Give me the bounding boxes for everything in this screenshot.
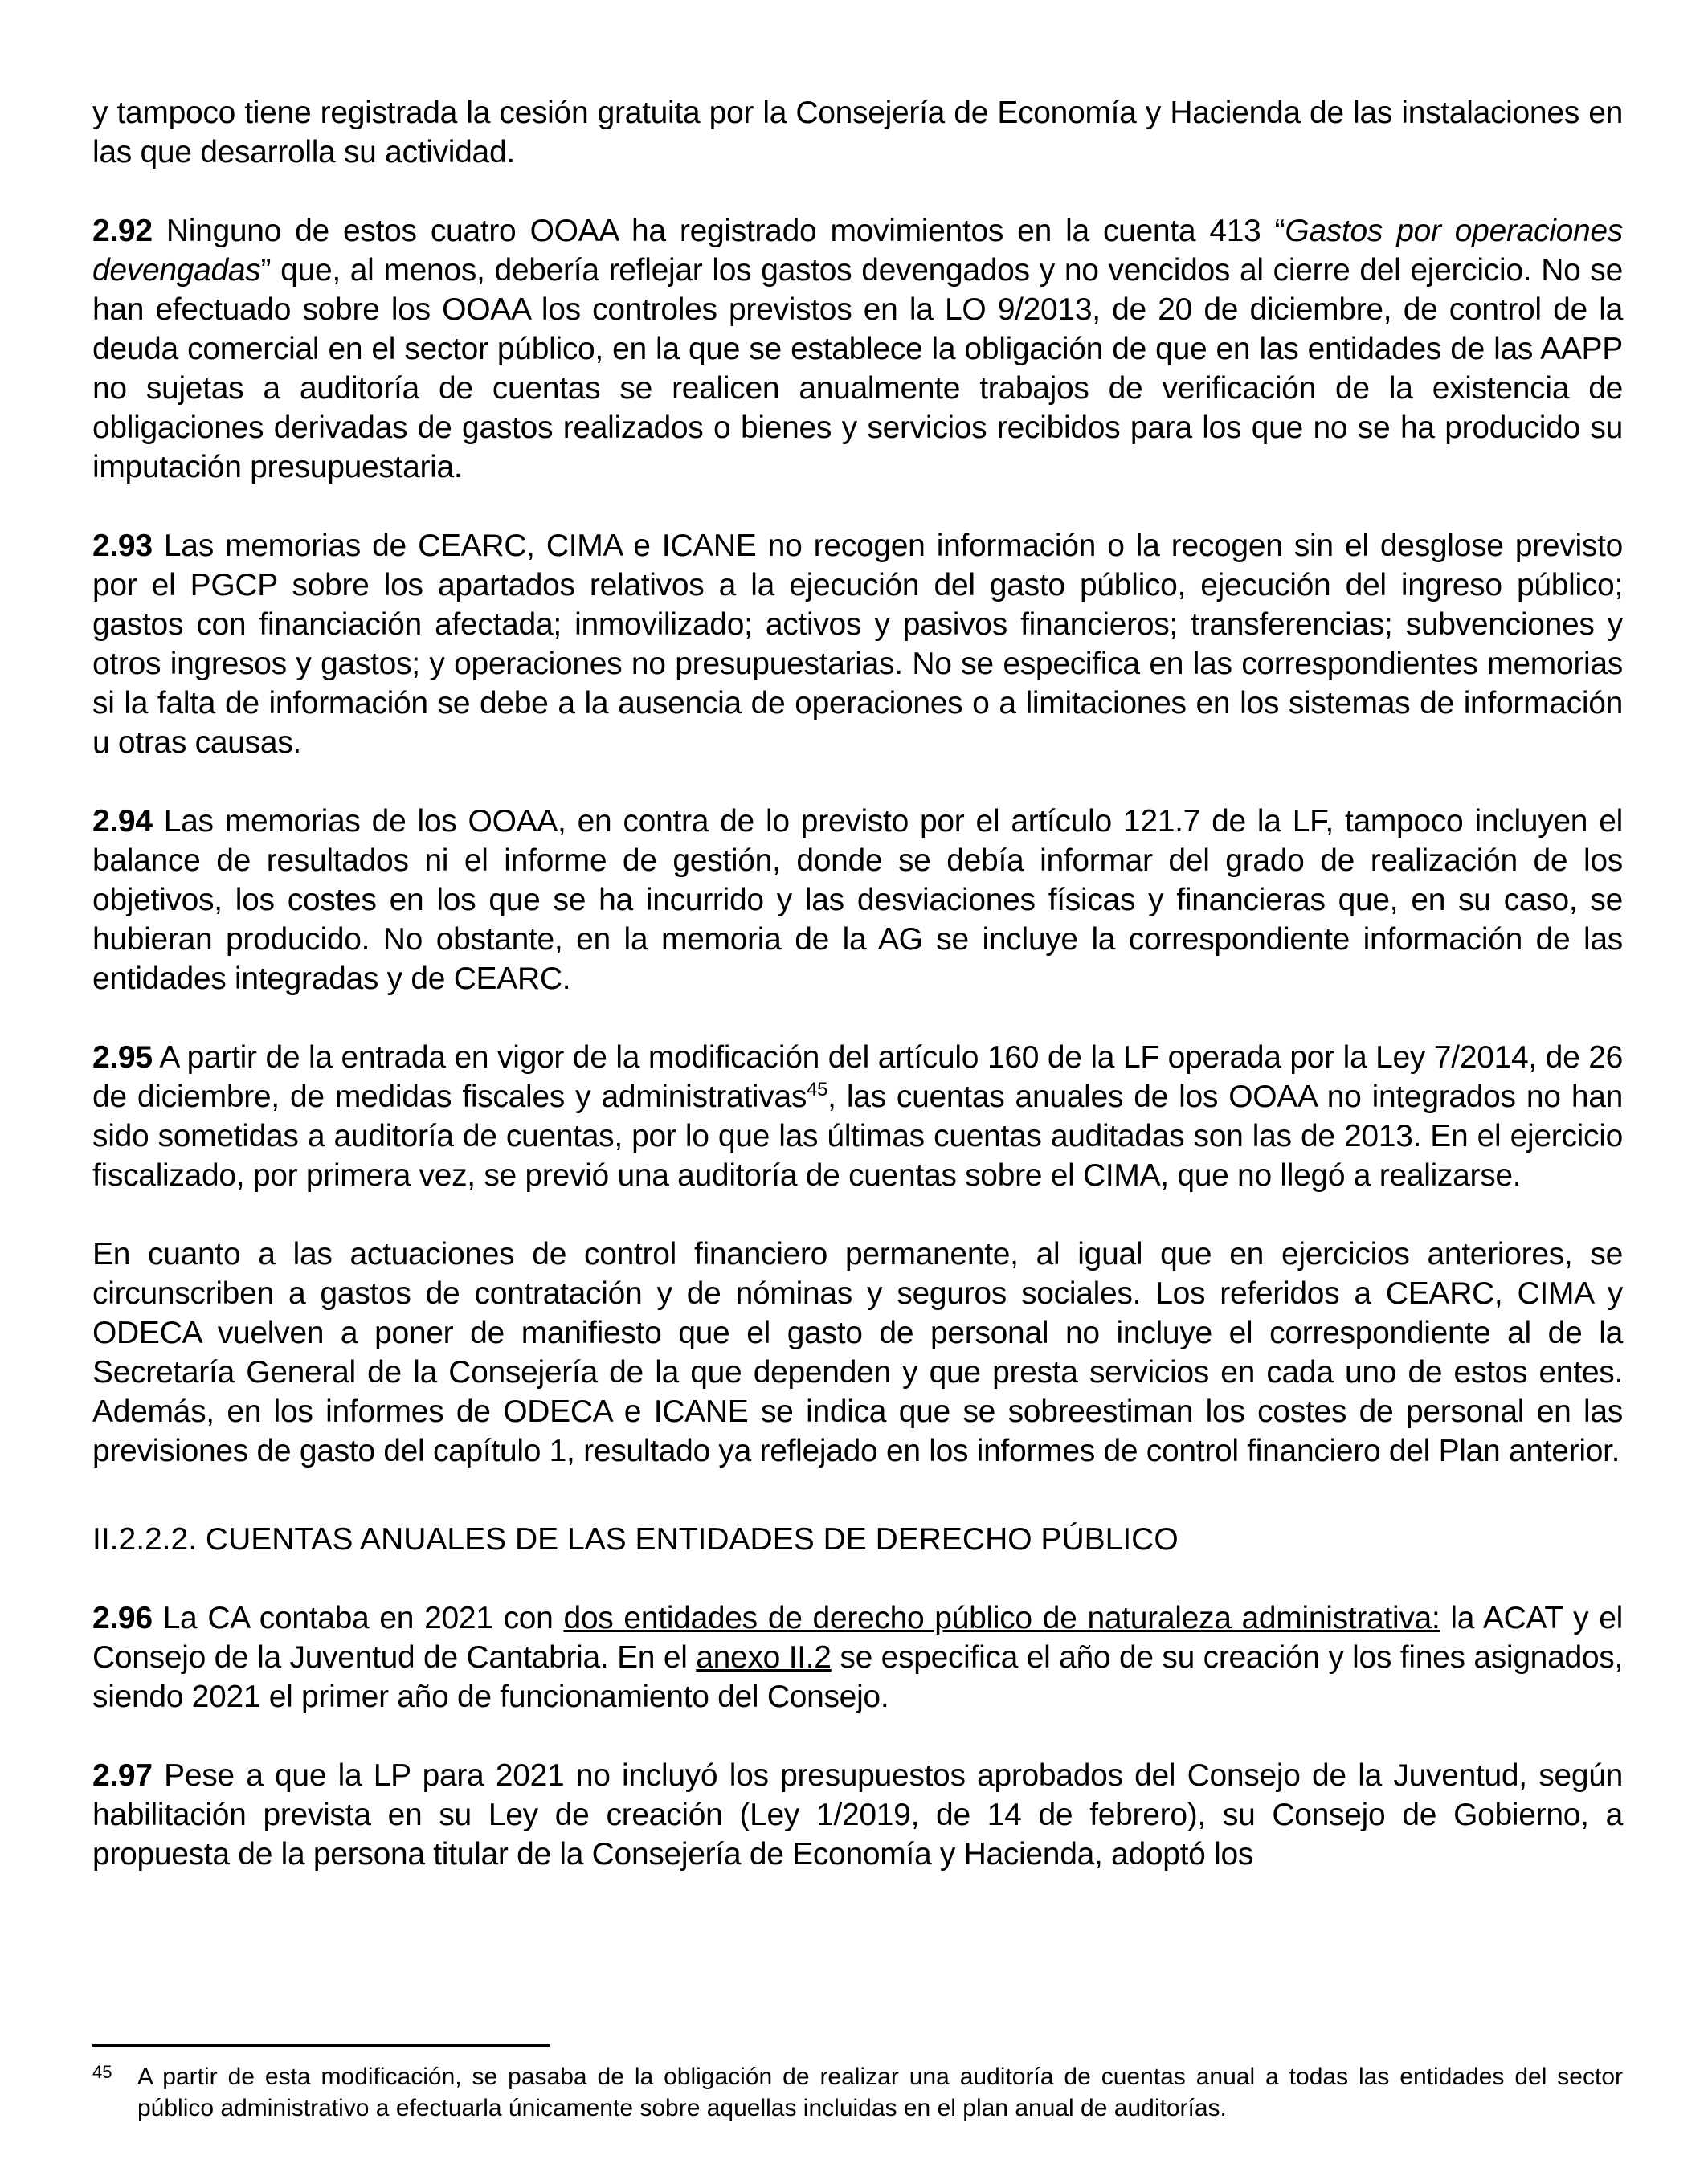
paragraph-text: , las cuentas anuales de los OOAA no integrados no han sido sometidas a auditoría de cuentas, por lo que las últimas cuentas auditadas son las de 2013. En el ejercicio fiscalizado, por primera vez, se previó una auditoría de cuentas sobre el CIMA, que no llegó a realizarse. <box>92 1080 1623 1193</box>
paragraph-text: se especifica el año de su creación y los fines asignados, siendo 2021 el primer año de funcionamiento del Consejo. <box>92 1640 1623 1714</box>
paragraph-number: 2.93 <box>92 529 153 563</box>
paragraph-number: 2.96 <box>92 1601 153 1635</box>
annex-link[interactable]: anexo II.2 <box>696 1640 832 1675</box>
paragraph-number: 2.97 <box>92 1758 153 1793</box>
paragraph-text: La CA contaba en 2021 con <box>152 1601 564 1635</box>
document-body <box>92 93 1623 1913</box>
paragraph-text: ” que, al menos, debería reflejar los gastos devengados y no vencidos al cierre del ejercicio. No se han efectuado sobre los OOAA los controles previstos en la LO 9/2013, de 20 de diciembre, de control de la deuda comercial en el sector público, en la que se establece la obligación de que en las entidades de las AAPP no sujetas a auditoría de cuentas se realicen anualmente trabajos de verificación de la existencia de obligaciones derivadas de gastos realizados o bienes y servicios recibidos para los que no se ha producido su imputación presupuestaria. <box>92 253 1623 484</box>
section-heading: II.2.2.2. CUENTAS ANUALES DE LAS ENTIDADES DE DERECHO PÚBLICO <box>92 1522 1179 1557</box>
paragraph-2-96 <box>92 1598 1623 1717</box>
paragraph-text: Pese a que la LP para 2021 no incluyó los presupuestos aprobados del Consejo de la Juventud, según habilitación prevista en su Ley de creación (Ley 1/2019, de 14 de febrero), su Consejo de Gobierno, a propuesta de la persona titular de la Consejería de Economía y Hacienda, adoptó los <box>92 1758 1623 1872</box>
paragraph-2-94 <box>92 802 1623 998</box>
paragraph-text: Ninguno de estos cuatro OOAA ha registrado movimientos en la cuenta 413 “ <box>152 214 1285 248</box>
paragraph-text: A partir de la entrada en vigor de la modificación del artículo 160 de la LF operada por la Ley 7/2014, de 26 de diciembre, de medidas fiscales y administrativas <box>92 1040 1623 1114</box>
entities-link[interactable]: dos entidades de derecho público de naturaleza administrativa: <box>563 1601 1440 1635</box>
footnote-number: 45 <box>92 2062 112 2082</box>
footnote-45 <box>92 2062 1623 2124</box>
footnote-reference[interactable]: 45 <box>807 1079 828 1100</box>
paragraph-number: 2.95 <box>92 1040 153 1075</box>
paragraph-text: Las memorias de los OOAA, en contra de lo previsto por el artículo 121.7 de la LF, tampoco incluyen el balance de resultados ni el informe de gestión, donde se debía informar del grado de realización de los objetivos, los costes en los que se ha incurrido y las desviaciones físicas y financieras que, en su caso, se hubieran producido. No obstante, en la memoria de la AG se incluye la correspondiente información de las entidades integradas y de CEARC. <box>92 804 1623 996</box>
paragraph-2-95 <box>92 1038 1623 1195</box>
footnote-divider <box>92 2044 550 2047</box>
paragraph-2-93 <box>92 526 1623 762</box>
paragraph-2-97 <box>92 1756 1623 1874</box>
footnote-text: A partir de esta modificación, se pasaba de la obligación de realizar una auditoría de cuentas anual a todas las entidades del sector público administrativo a efectuarla únicamente sobre aquellas incluidas en el plan anual de auditorías. <box>137 2064 1623 2121</box>
paragraph-control-financiero <box>92 1235 1623 1471</box>
paragraph-2-92 <box>92 211 1623 487</box>
paragraph-text: y tampoco tiene registrada la cesión gratuita por la Consejería de Economía y Hacienda de las instalaciones en las que desarrolla su actividad. <box>92 96 1623 169</box>
paragraph-text: Las memorias de CEARC, CIMA e ICANE no recogen información o la recogen sin el desglose previsto por el PGCP sobre los apartados relativos a la ejecución del gasto público, ejecución del ingreso público; gastos con financiación afectada; inmovilizado; activos y pasivos financieros; transferencias; subvenciones y otros ingresos y gastos; y operaciones no presupuestarias. No se especifica en las correspondientes memorias si la falta de información se debe a la ausencia de operaciones o a limitaciones en los sistemas de información u otras causas. <box>92 529 1623 760</box>
account-name-italic: Gastos por operaciones devengadas <box>92 214 1623 288</box>
paragraph-continuation <box>92 93 1623 172</box>
paragraph-text: la ACAT y el Consejo de la Juventud de Cantabria. En el <box>92 1601 1623 1675</box>
paragraph-text: En cuanto a las actuaciones de control financiero permanente, al igual que en ejercicios anteriores, se circunscriben a gastos de contratación y de nóminas y seguros sociales. Los referidos a CEARC, CIMA y ODECA vuelven a poner de manifiesto que el gasto de personal no incluye el correspondiente al de la Secretaría General de la Consejería de la que dependen y que presta servicios en cada uno de estos entes. Además, en los informes de ODECA e ICANE se indica que se sobreestiman los costes de personal en las previsiones de gasto del capítulo 1, resultado ya reflejado en los informes de control financiero del Plan anterior. <box>92 1237 1623 1468</box>
paragraph-number: 2.94 <box>92 804 153 839</box>
paragraph-number: 2.92 <box>92 214 153 248</box>
